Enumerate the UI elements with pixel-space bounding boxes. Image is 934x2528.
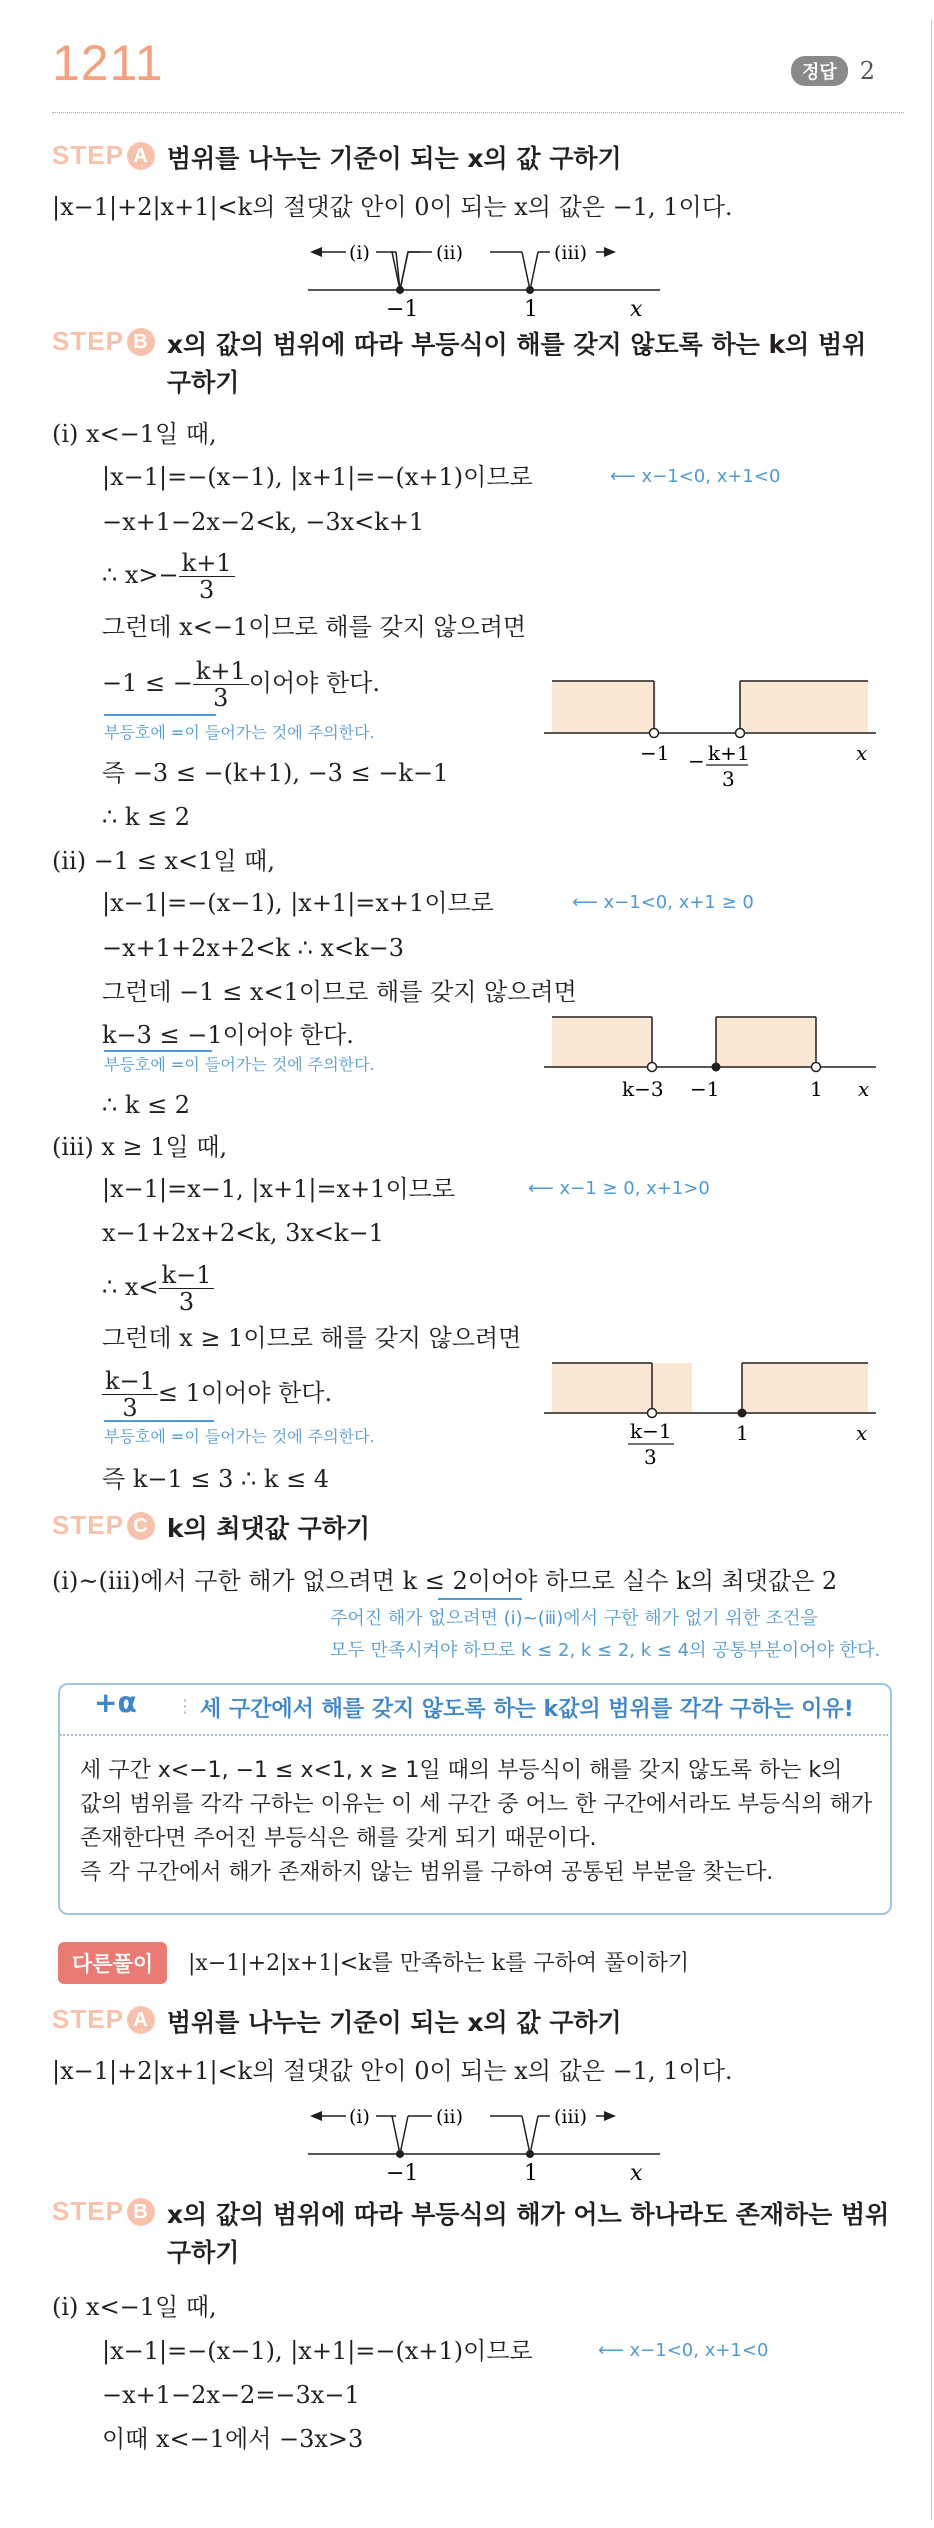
case2-line4: k−3 ≤ −1이어야 한다. xyxy=(102,1021,354,1049)
alt-case1-head: (ⅰ) x<−1일 때, xyxy=(52,2293,217,2321)
alt-step-a-badge: A xyxy=(127,2006,155,2034)
svg-text:1: 1 xyxy=(524,2161,538,2184)
step-b-badge: B xyxy=(127,328,155,356)
case1-line5: −1 ≤ − $\frac{k+1}{3}$ 이어야 한다. xyxy=(102,657,380,712)
alt-solution-desc: |x−1|+2|x+1|<k를 만족하는 k를 구하여 풀이하기 xyxy=(188,1951,690,1976)
case3-line3: ∴ x< $\frac{k-1}{3}$ xyxy=(102,1262,214,1315)
svg-text:(ⅲ): (ⅲ) xyxy=(554,2106,588,2128)
abs-zero-line: |x−1|+2|x+1|<k의 절댓값 안이 0이 되는 x의 값은 −1, 1이다. xyxy=(52,193,733,221)
step-a-title: 범위를 나누는 기준이 되는 x의 값 구하기 xyxy=(166,144,622,173)
step-c-badge: C xyxy=(127,1512,155,1540)
alt-case1-line2: −x+1−2x−2=−3x−1 xyxy=(102,2381,360,2409)
svg-text:−1: −1 xyxy=(386,2161,419,2184)
answer-value: 2 xyxy=(859,57,876,85)
alt-step-a-heading: STEP A 범위를 나누는 기준이 되는 x의 값 구하기 xyxy=(52,2004,622,2042)
case2-number-line xyxy=(540,1012,880,1112)
conclusion-note-1: 주어진 해가 없으려면 (ⅰ)~(ⅲ)에서 구한 해가 없기 위한 조건을 xyxy=(330,1608,818,1629)
step-c-heading: STEP C k의 최댓값 구하기 xyxy=(52,1510,370,1548)
case1-number-line xyxy=(540,676,880,794)
case1-head: (ⅰ) x<−1일 때, xyxy=(52,420,217,448)
case2-side-note: ⟵ x−1<0, x+1 ≥ 0 xyxy=(572,892,754,913)
step-a-heading: STEP A 범위를 나누는 기준이 되는 x의 값 구하기 xyxy=(52,140,622,178)
svg-text:(ⅰ): (ⅰ) xyxy=(349,2106,370,2128)
case3-line2: x−1+2x+2<k, 3x<k−1 xyxy=(102,1219,384,1247)
header-divider-icon: ⋮ xyxy=(176,1696,194,1717)
axis-x-label: x xyxy=(630,297,643,320)
svg-text:1: 1 xyxy=(736,1421,749,1445)
point-minus-one: −1 xyxy=(386,297,419,320)
alt-step-b-title: x의 값의 범위에 따라 부등식의 해가 어느 하나라도 존재하는 범위 구하기 xyxy=(166,2200,890,2267)
svg-text:x: x xyxy=(856,1421,868,1445)
case1-line6: 즉 −3 ≤ −(k+1), −3 ≤ −k−1 xyxy=(102,759,449,787)
case3-warning: 부등호에 =이 들어가는 것에 주의한다. xyxy=(104,1427,375,1446)
region-label-1: (ⅰ) xyxy=(349,242,370,264)
plus-alpha-body: 세 구간 x<−1, −1 ≤ x<1, x ≥ 1일 때의 부등식이 해를 갖지 않도록 하는 k의 값의 범위를 각각 구하는 이유는 이 세 구간 중 어느 한 구간에서라도 부등식의 해가 존재한다면 주어진 부등식은 해를 갖게 되기 때문이다. 즉 각 구간에서 해가 존재하지 않는 범위를 구하여 공통된 부분을 찾는다. xyxy=(80,1758,873,1885)
alt-step-b-heading: STEP B x의 값의 범위에 따라 부등식의 해가 어느 하나라도 존재하는 범위 구하기 xyxy=(52,2196,889,2272)
alt-step-b-badge: B xyxy=(127,2198,155,2226)
case2-line2: −x+1+2x+2<k ∴ x<k−3 xyxy=(102,934,405,962)
case2-line1: |x−1|=−(x−1), |x+1|=x+1이므로 xyxy=(102,889,494,917)
svg-text:3: 3 xyxy=(722,767,735,791)
case3-underline xyxy=(104,1420,214,1422)
case1-line1: |x−1|=−(x−1), |x+1|=−(x+1)이므로 xyxy=(102,463,533,491)
case1-warning: 부등호에 =이 들어가는 것에 주의한다. xyxy=(104,723,375,742)
step-c-title: k의 최댓값 구하기 xyxy=(166,1514,371,1543)
svg-text:k−1: k−1 xyxy=(630,1419,672,1443)
region-number-line xyxy=(300,232,680,320)
answer-box xyxy=(791,56,875,86)
svg-text:(ⅱ): (ⅱ) xyxy=(436,2106,463,2128)
conclusion-underline xyxy=(438,1598,522,1600)
conclusion-note-2: 모두 만족시켜야 하므로 k ≤ 2, k ≤ 2, k ≤ 4의 공통부분이어야 한다. xyxy=(330,1640,881,1661)
case2-head: (ⅱ) −1 ≤ x<1일 때, xyxy=(52,847,275,875)
region-label-2: (ⅱ) xyxy=(436,242,463,264)
case3-line6: 즉 k−1 ≤ 3 ∴ k ≤ 4 xyxy=(102,1465,330,1493)
case1-line3: ∴ x>− $\frac{k+1}{3}$ xyxy=(102,550,235,603)
conclusion-line: (ⅰ)~(ⅲ)에서 구한 해가 없으려면 k ≤ 2이어야 하므로 실수 k의 최댓값은 2 xyxy=(52,1567,838,1595)
answer-badge: 정답 xyxy=(791,56,848,86)
svg-text:k−3: k−3 xyxy=(622,1077,664,1101)
case1-nl-minus-one: −1 xyxy=(640,741,670,765)
alt-abs-zero-line: |x−1|+2|x+1|<k의 절댓값 안이 0이 되는 x의 값은 −1, 1이다. xyxy=(52,2057,733,2085)
header-divider xyxy=(52,112,904,113)
alt-case1-line1: |x−1|=−(x−1), |x+1|=−(x+1)이므로 xyxy=(102,2337,533,2365)
case1-underline xyxy=(104,714,216,716)
svg-text:x: x xyxy=(858,1077,870,1101)
svg-text:x: x xyxy=(856,741,868,765)
svg-text:−1: −1 xyxy=(690,1077,720,1101)
page-edge-line xyxy=(931,20,932,2520)
svg-text:1: 1 xyxy=(810,1077,823,1101)
case1-side-note: ⟵ x−1<0, x+1<0 xyxy=(610,466,781,487)
case1-line2: −x+1−2x−2<k, −3x<k+1 xyxy=(102,508,425,536)
case2-line3: 그런데 −1 ≤ x<1이므로 해를 갖지 않으려면 xyxy=(102,978,577,1006)
alt-case1-line3: 이때 x<−1에서 −3x>3 xyxy=(102,2425,364,2453)
case3-number-line xyxy=(540,1358,880,1466)
case1-line7: ∴ k ≤ 2 xyxy=(102,803,191,831)
problem-number: 1211 xyxy=(52,35,164,91)
point-one: 1 xyxy=(524,297,538,320)
case3-side-note: ⟵ x−1 ≥ 0, x+1>0 xyxy=(528,1178,710,1199)
case2-line5: ∴ k ≤ 2 xyxy=(102,1091,191,1119)
alt-region-number-line xyxy=(300,2096,680,2184)
alt-case1-side-note: ⟵ x−1<0, x+1<0 xyxy=(598,2340,769,2361)
plus-alpha-icon: +α xyxy=(94,1686,137,1719)
alt-solution-badge: 다른풀이 xyxy=(58,1942,167,1984)
case2-warning: 부등호에 =이 들어가는 것에 주의한다. xyxy=(104,1055,375,1074)
step-b-heading: STEP B x의 값의 범위에 따라 부등식이 해를 갖지 않도록 하는 k의 범위 구하기 xyxy=(52,326,866,402)
case3-head: (ⅲ) x ≥ 1일 때, xyxy=(52,1133,228,1161)
plus-alpha-title: 세 구간에서 해를 갖지 않도록 하는 k값의 범위를 각각 구하는 이유! xyxy=(200,1697,854,1722)
step-a-badge: A xyxy=(127,142,155,170)
case3-line5: $\frac{k-1}{3}$ ≤ 1이어야 한다. xyxy=(102,1368,332,1421)
step-b-title: x의 값의 범위에 따라 부등식이 해를 갖지 않도록 하는 k의 범위 구하기 xyxy=(166,330,867,397)
svg-text:−: − xyxy=(688,749,705,773)
region-label-3: (ⅲ) xyxy=(554,242,588,264)
alt-step-a-title: 범위를 나누는 기준이 되는 x의 값 구하기 xyxy=(166,2008,622,2037)
case1-line4: 그런데 x<−1이므로 해를 갖지 않으려면 xyxy=(102,613,527,641)
svg-text:3: 3 xyxy=(644,1445,657,1466)
svg-text:k+1: k+1 xyxy=(708,741,750,765)
svg-text:x: x xyxy=(630,2161,643,2184)
case3-line1: |x−1|=x−1, |x+1|=x+1이므로 xyxy=(102,1175,456,1203)
case3-line4: 그런데 x ≥ 1이므로 해를 갖지 않으려면 xyxy=(102,1324,522,1352)
